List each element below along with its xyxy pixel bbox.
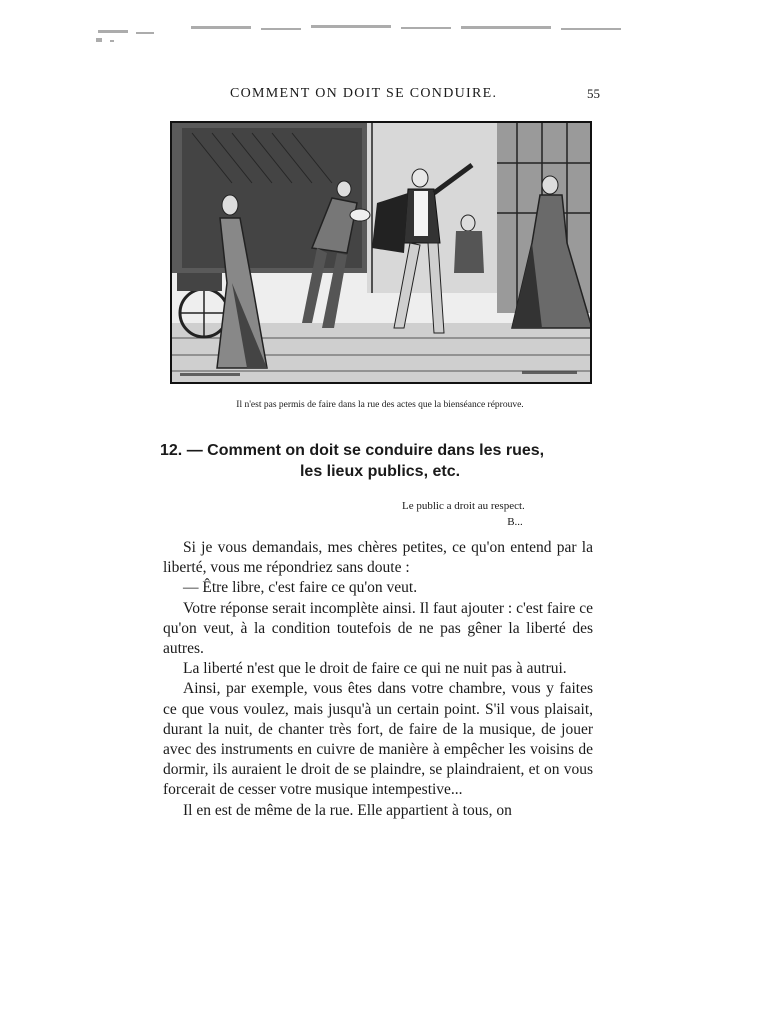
body-text bbox=[163, 538, 593, 821]
chapter-heading-line2: les lieux publics, etc. bbox=[299, 463, 461, 480]
epigraph-quote: Le public a droit au respect. bbox=[402, 500, 525, 512]
street-scene-engraving-icon bbox=[172, 123, 590, 382]
epigraph bbox=[402, 498, 525, 530]
street-scene-illustration bbox=[170, 121, 592, 384]
paragraph: La liberté n'est que le droit de faire ce qui ne nuit pas à autrui. bbox=[183, 660, 567, 678]
paragraph: Si je vous demandais, mes chères petites, ce qu'on entend par la liberté, vous me répondriez sans doute : bbox=[163, 539, 593, 577]
running-title: COMMENT ON DOIT SE CONDUIRE. bbox=[230, 86, 498, 101]
chapter-heading-line1: 12. — Comment on doit se conduire dans les rues, bbox=[160, 442, 545, 459]
paragraph: Votre réponse serait incomplète ainsi. Il faut ajouter : c'est faire ce qu'on veut, à la condition toutefois de ne pas gêner la liberté des autres. bbox=[163, 599, 593, 658]
illustration-caption: Il n'est pas permis de faire dans la rue des actes que la bienséance réprouve. bbox=[236, 400, 524, 410]
page-number: 55 bbox=[587, 86, 600, 101]
epigraph-author: B... bbox=[507, 516, 523, 528]
running-header bbox=[230, 86, 600, 104]
paragraph: Ainsi, par exemple, vous êtes dans votre chambre, vous y faites ce que vous voulez, mais jusqu'à un certain point. S'il vous plaisait, durant la nuit, de chanter très fort, de faire de la musique, de jouer avec des instruments en cuivre de manière à empêcher les voisins de dormir, ils auraient le droit de se plaindre, se plaindraient, et on vous forcerait de cesser votre musique intempestive... bbox=[163, 680, 593, 799]
paragraph: — Être libre, c'est faire ce qu'on veut. bbox=[183, 579, 418, 597]
chapter-heading bbox=[160, 440, 600, 482]
paragraph: Il en est de même de la rue. Elle appartient à tous, on bbox=[183, 801, 512, 819]
scan-noise-strip bbox=[96, 22, 636, 44]
